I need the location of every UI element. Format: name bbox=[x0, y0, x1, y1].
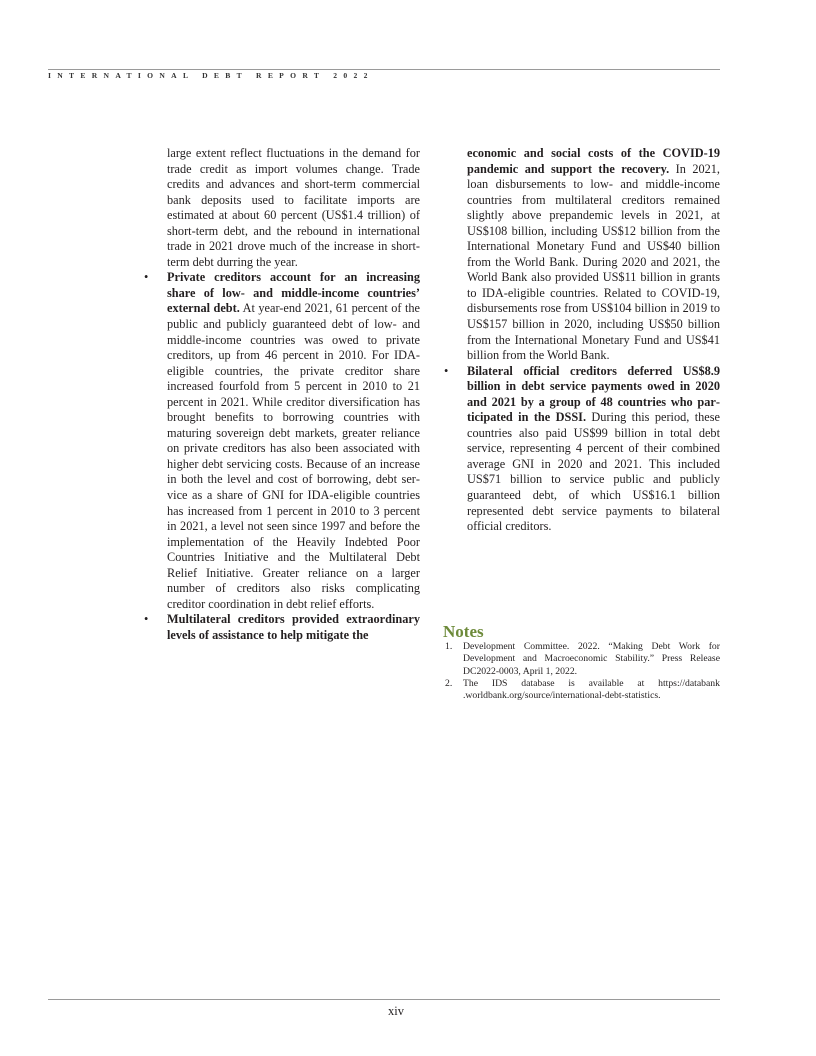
bullet-lead: Private creditors account for an increasing share of low- and middle-income countries’ external debt. bbox=[167, 270, 420, 316]
note-item bbox=[443, 641, 720, 678]
continued-body: In 2021, loan disbursements to low- and middle-income countries from multilateral creditors remained slightly above prepandemic levels in 2021, at US$108 billion, including US$12 billion from the International Monetary Fund and US$40 billion from the World Bank. During 2020 and 2021, the World Bank also provided US$11 billion in grants to IDA-eligible countries. Related to COVID-19, disbursements rose from US$104 billion in 2019 to US$157 billion in 2020, including US$50 billion from the International Monetary Fund and US$41 billion from the World Bank. bbox=[467, 161, 721, 363]
bullet-item bbox=[144, 612, 420, 643]
note-item bbox=[443, 678, 720, 703]
bullet-item bbox=[444, 363, 720, 535]
header-rule bbox=[48, 69, 720, 70]
bullet-item bbox=[144, 270, 420, 612]
continued-paragraph: large extent reflect fluctuations in the demand for trade credit as import volumes change. Trade credits and advances and short-term commercial bank deposits used to facilitate imports are estimated at about 60 percent (US$1.4 trillion) of short-term debt, and the rebound in international trade in 2021 drove much of the increase in short-term debt durring the year. bbox=[167, 146, 420, 269]
page-number: xiv bbox=[388, 1004, 404, 1018]
bullet-body: At year-end 2021, 61 percent of the public and publicly guaranteed debt of low- and middle-income countries was owed to private creditors, up from 46 percent in 2010. For IDA-eligible countries, the private creditor share increased fourfold from 5 percent in 2010 to 21 percent in 2021. While creditor diversification has brought benefits to borrowing countries with maturing sovereign debt markets, greater reliance on private creditors has also been associated with higher debt servicing costs. Because of an increase in both the level and cost of borrowing, debt service as a share of GNI for IDA-eligible countries has increased from 1 percent in 2010 to 3 percent in 2021, a level not seen since 1997 and before the implementation of the Heavily Indebted Poor Countries Initiative and the Multilateral Debt Relief Initiative. Greater reliance on a larger number of creditors also risks complicating creditor coordination in debt relief efforts. bbox=[167, 301, 420, 611]
bullet-icon: • bbox=[444, 363, 449, 378]
note-text: Development Committee. 2022. “Making Debt Work for Development and Macroeconomic Stability.” Press Release DC2022-0003, April 1, 2022. bbox=[463, 641, 720, 677]
right-column bbox=[444, 146, 721, 535]
continued-lead: economic and social costs of the COVID-19 pandemic and support the recovery. bbox=[467, 146, 720, 176]
left-column bbox=[144, 146, 420, 644]
bullet-lead: Bilateral official creditors deferred US$8.9 billion in debt service payments owed in 2020 and 2021 by a group of 48 countries who participated in the DSSI. bbox=[467, 363, 720, 425]
notes-list bbox=[443, 641, 720, 702]
note-number: 2. bbox=[445, 677, 453, 689]
notes-heading: Notes bbox=[443, 622, 484, 641]
running-head: INTERNATIONAL DEBT REPORT 2022 bbox=[48, 71, 374, 80]
note-text: The IDS database is available at https://databank .worldbank.org/source/international-debt-statistics. bbox=[463, 677, 720, 702]
bullet-icon: • bbox=[144, 612, 149, 627]
note-number: 1. bbox=[445, 641, 453, 652]
bullet-lead: Multilateral creditors provided extraordinary levels of assistance to help mitigate the bbox=[167, 612, 420, 642]
footer-rule bbox=[48, 999, 720, 1000]
bullet-icon: • bbox=[144, 270, 149, 285]
bullet-body: During this period, these countries also paid US$99 billion in total debt service, representing 4 percent of their combined average GNI in 2020 and 2021. This included US$71 billion to service public and publicly guaranteed debt, of which US$16.1 billion represented debt service payments to bilateral official creditors. bbox=[467, 410, 720, 534]
